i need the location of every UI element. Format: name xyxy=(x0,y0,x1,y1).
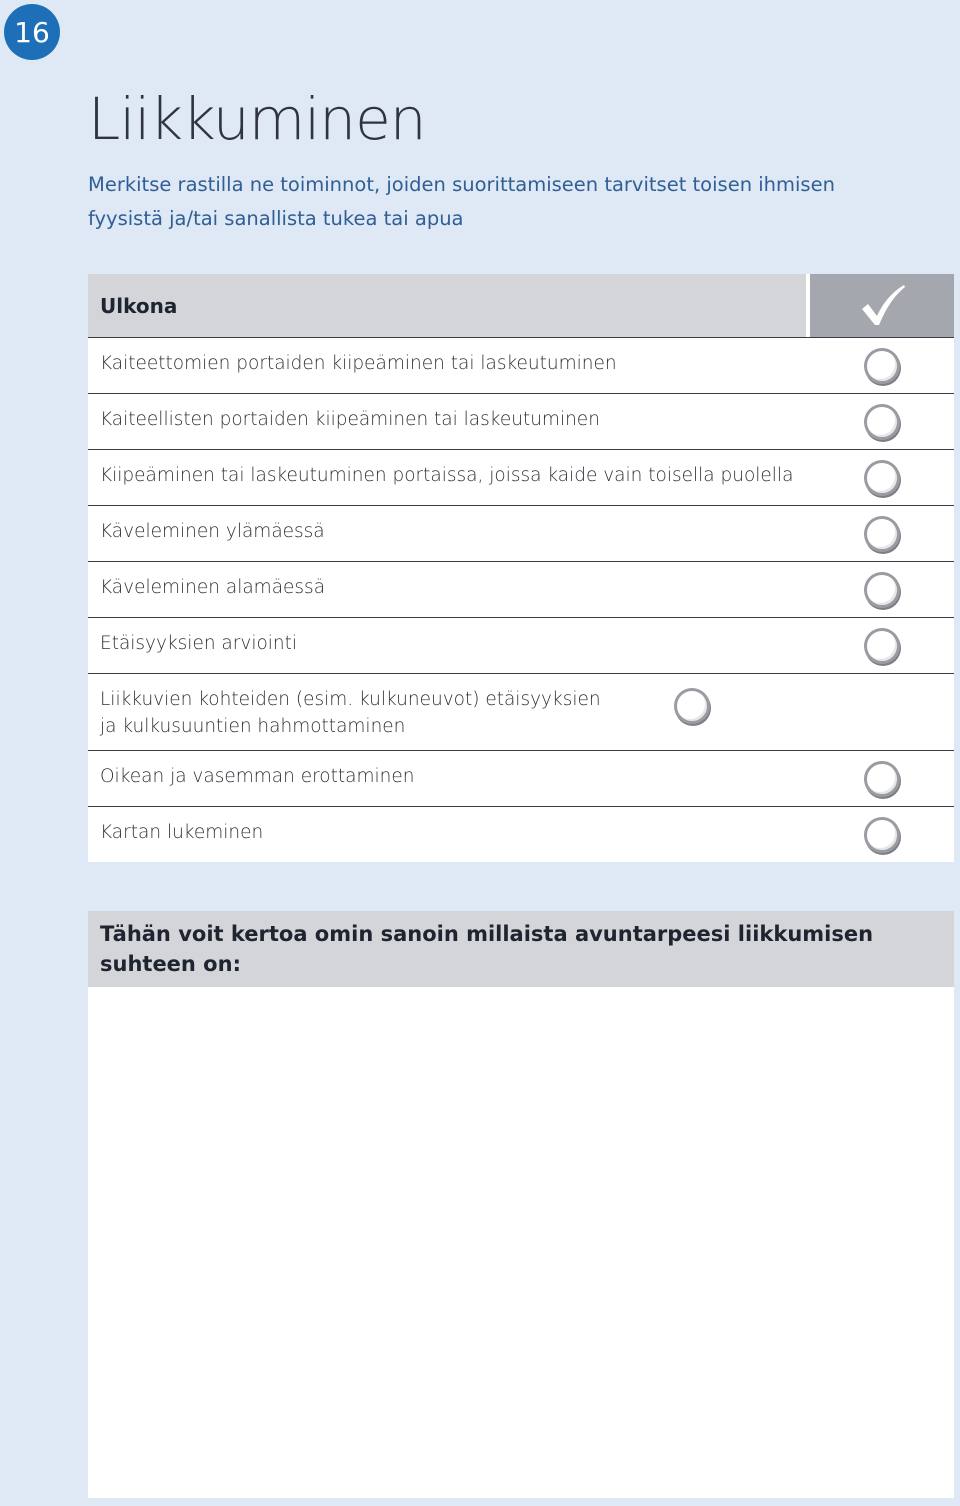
checkbox-cell xyxy=(810,338,954,384)
checkbox[interactable] xyxy=(864,516,900,552)
checkbox-cell xyxy=(810,751,954,797)
checkbox[interactable] xyxy=(864,761,900,797)
checklist-row xyxy=(88,505,954,561)
checkbox[interactable] xyxy=(864,572,900,608)
checkbox-cell xyxy=(620,674,764,724)
checkmark-icon xyxy=(858,283,906,329)
row-label: Kaiteettomien portaiden kiipeäminen tai laskeutuminen xyxy=(100,353,617,374)
row-label: Käveleminen ylämäessä xyxy=(100,521,325,542)
free-text-section xyxy=(88,911,954,1498)
checklist-row xyxy=(88,393,954,449)
row-label: Käveleminen alamäessä xyxy=(100,577,326,598)
row-label: Kiipeäminen tai laskeutuminen portaissa, joissa kaide vain toisella puolella xyxy=(100,465,794,486)
row-label: Liikkuvien kohteiden (esim. kulkuneuvot) etäisyyksien ja kulkusuuntien hahmottaminen xyxy=(100,689,601,737)
checklist-row xyxy=(88,337,954,393)
checkbox-cell xyxy=(810,562,954,608)
instructions xyxy=(88,168,868,236)
table-header xyxy=(88,274,954,337)
checkbox-cell xyxy=(810,506,954,552)
checklist-row xyxy=(88,449,954,505)
checkbox-cell xyxy=(810,807,954,853)
checkbox-cell xyxy=(810,394,954,440)
checklist-row xyxy=(88,617,954,673)
checkbox[interactable] xyxy=(864,460,900,496)
page-title: Liikkuminen xyxy=(88,85,426,153)
free-text-heading-line-2: suhteen on: xyxy=(100,952,241,976)
checkbox-cell xyxy=(810,618,954,664)
free-text-area[interactable] xyxy=(88,987,954,1498)
checklist-row xyxy=(88,673,954,750)
section-heading-ulkona: Ulkona xyxy=(88,274,806,337)
checklist-row xyxy=(88,750,954,806)
checkbox[interactable] xyxy=(864,628,900,664)
checklist-row xyxy=(88,806,954,862)
row-label: Etäisyyksien arviointi xyxy=(100,633,298,654)
checkbox[interactable] xyxy=(674,688,710,724)
checkbox[interactable] xyxy=(864,817,900,853)
free-text-heading-line-1: Tähän voit kertoa omin sanoin millaista avuntarpeesi liikkumisen xyxy=(100,922,874,946)
instructions-line-1: Merkitse rastilla ne toiminnot, joiden suorittamiseen tarvitset toisen ihmisen xyxy=(88,173,835,196)
checkbox-cell xyxy=(810,450,954,496)
page-number-badge: 16 xyxy=(4,4,60,60)
row-label: Kaiteellisten portaiden kiipeäminen tai laskeutuminen xyxy=(100,409,600,430)
checklist-table xyxy=(88,274,954,862)
checkbox[interactable] xyxy=(864,404,900,440)
row-label: Oikean ja vasemman erottaminen xyxy=(100,766,415,787)
checklist-row xyxy=(88,561,954,617)
check-column-header xyxy=(810,274,954,337)
free-text-heading xyxy=(88,911,954,987)
checkbox[interactable] xyxy=(864,348,900,384)
instructions-line-2: fyysistä ja/tai sanallista tukea tai apua xyxy=(88,207,464,230)
row-label: Kartan lukeminen xyxy=(100,822,264,843)
